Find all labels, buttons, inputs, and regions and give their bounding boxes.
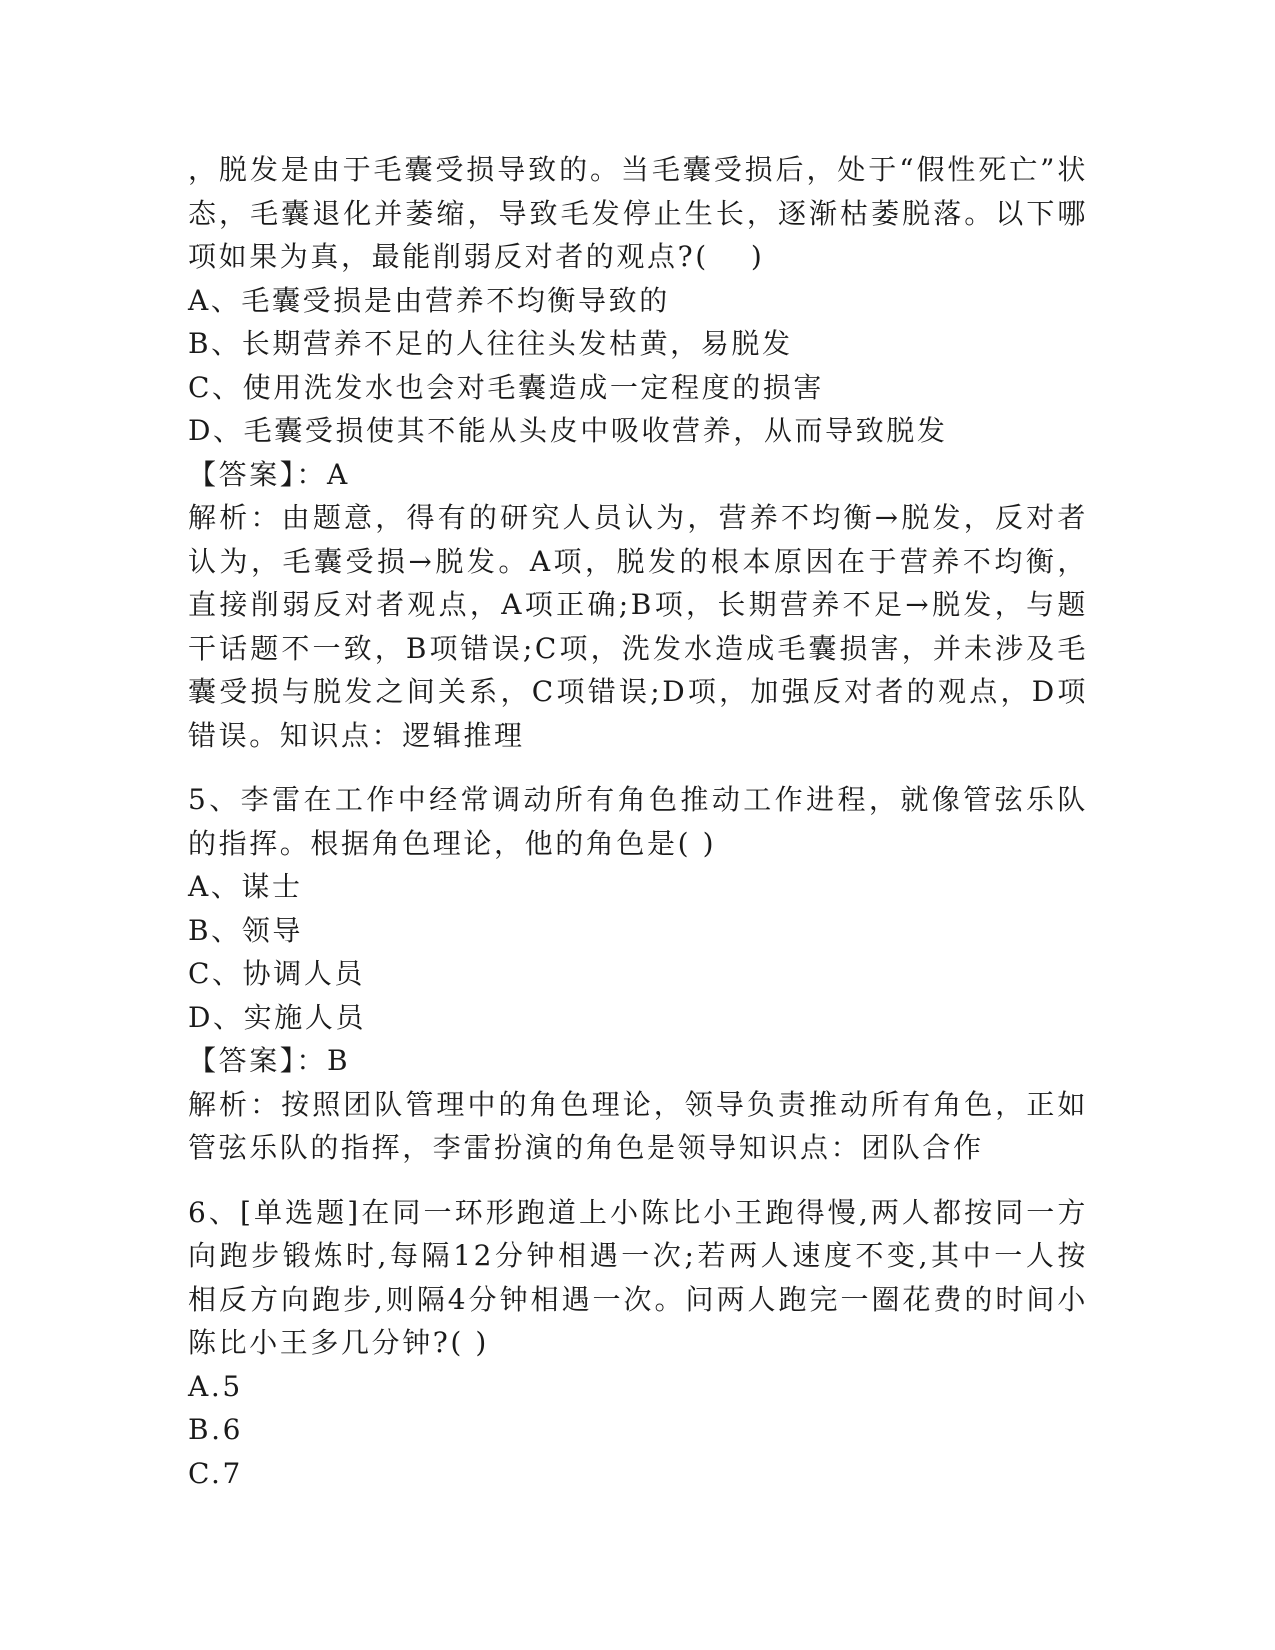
option-d: D、实施人员	[188, 1000, 367, 1034]
question-stem: ，脱发是由于毛囊受损导致的。当毛囊受损后，处于“假性死亡”状态，毛囊退化并萎缩，导致毛发停止生长，逐渐枯萎脱落。以下哪项如果为真，最能削弱反对者的观点?( )	[188, 153, 1088, 273]
option-c: C、使用洗发水也会对毛囊造成一定程度的损害	[188, 370, 825, 404]
analysis: 解析：按照团队管理中的角色理论，领导负责推动所有角色，正如管弦乐队的指挥，李雷扮演的角色是领导知识点：团队合作	[188, 1087, 1088, 1164]
answer: 【答案】：B	[188, 1044, 351, 1077]
question-6	[188, 1191, 1088, 1496]
option-c: C.7	[188, 1456, 243, 1490]
page-content	[188, 148, 1088, 1495]
option-a: A、毛囊受损是由营养不均衡导致的	[188, 283, 670, 317]
spacer	[188, 1170, 1088, 1191]
option-b: B、长期营养不足的人往往头发枯黄，易脱发	[188, 327, 793, 360]
question-stem: 5、李雷在工作中经常调动所有角色推动工作进程，就像管弦乐队的指挥。根据角色理论，他的角色是( )	[188, 783, 1088, 860]
option-c: C、协调人员	[188, 957, 366, 990]
answer: 【答案】：A	[188, 457, 350, 491]
question-4	[188, 148, 1088, 757]
analysis: 解析：由题意，得有的研究人员认为，营养不均衡→脱发，反对者认为，毛囊受损→脱发。A项，脱发的根本原因在于营养不均衡，直接削弱反对者观点，A项正确;B项，长期营养不足→脱发，与题干话题不一致，B项错误;C项，洗发水造成毛囊损害，并未涉及毛囊受损与脱发之间关系，C项错误;D项，加强反对者的观点，D项错误。知识点：逻辑推理	[188, 501, 1088, 752]
option-b: B、领导	[188, 913, 303, 947]
option-b: B.6	[188, 1413, 244, 1446]
option-a: A.5	[188, 1369, 243, 1403]
option-a: A、谋士	[188, 870, 303, 903]
spacer	[188, 757, 1088, 778]
question-stem: 6、[单选题]在同一环形跑道上小陈比小王跑得慢,两人都按同一方向跑步锻炼时,每隔12分钟相遇一次;若两人速度不变,其中一人按相反方向跑步,则隔4分钟相遇一次。问两人跑完一圈花费的时间小陈比小王多几分钟?( )	[188, 1195, 1088, 1359]
question-5	[188, 778, 1088, 1170]
option-d: D、毛囊受损使其不能从头皮中吸收营养，从而导致脱发	[188, 414, 948, 447]
